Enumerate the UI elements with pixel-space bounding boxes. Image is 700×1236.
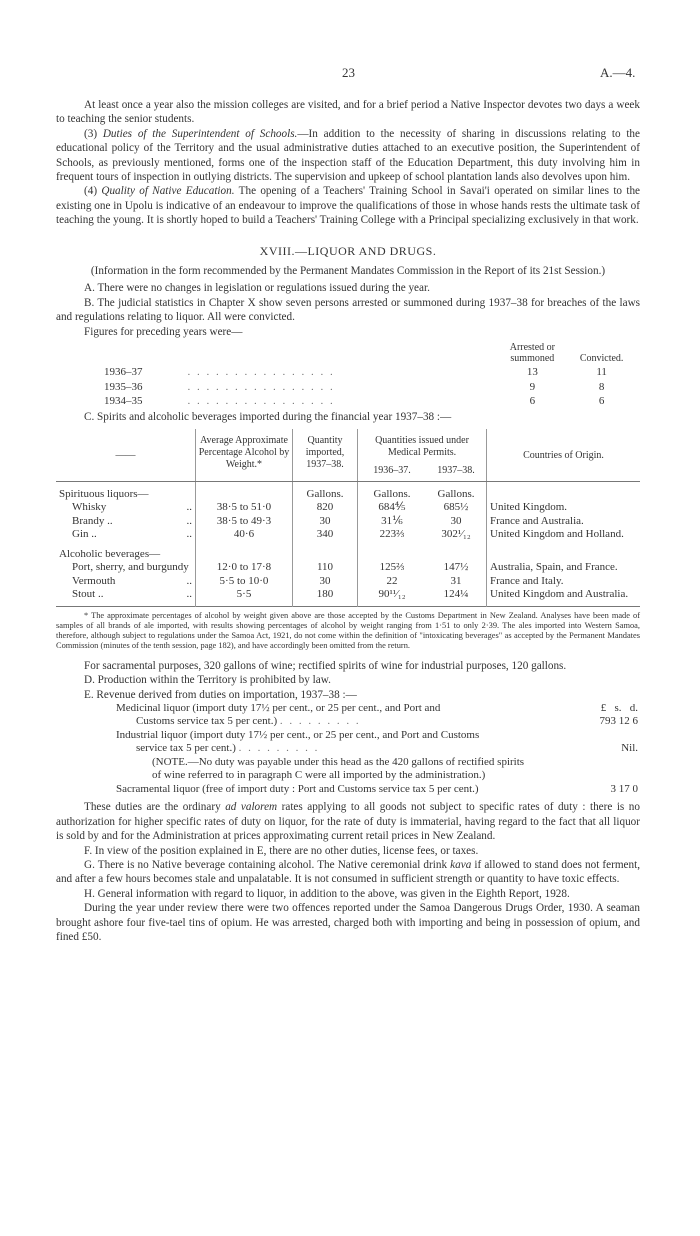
table-row: Gin .. .. 40·6 340 223⅔ 302¹⁄₁₂ United Kingdom and Holland. [56, 528, 640, 542]
table-header-row: 1936–37. 1937–38. [56, 459, 640, 482]
page-header [0, 66, 700, 82]
paragraph-g: G. There is no Native beverage containing alcohol. The Native ceremonial drink kava if allowed to stand does not ferment, and after a few hours becomes stale and unpalatable. It is not consumed in sufficient strength or quantity to have toxic effects. [56, 859, 641, 886]
paragraph-native-education: (4) Quality of Native Education. The opening of a Teachers' Training School in Savai'i operated on similar lines to the existing one in Upolu is indicative of an endeavour to improve the qualifications of those in whose hands rests the ultimate task of teaching the young. It is shortly hoped to build a Teachers' Training College with a Principal specializing exclusively in that work. [56, 185, 641, 227]
table-row: 1935–36 . . . . . . . . . . . . . . . . 9 8 [104, 380, 605, 393]
column-arrested: Arrested or summoned [509, 342, 555, 365]
document-reference: A.—4. [600, 65, 636, 80]
page-body [56, 98, 640, 945]
table-row: Industrial liquor (import duty 17½ per cent., or 25 per cent., and Port and Customs [116, 728, 480, 741]
paragraph-mission-colleges: At least once a year also the mission colleges are visited, and for a brief period a Native Inspector devotes two days a week to teaching the senior students. [56, 99, 640, 126]
column-convicted: Convicted. [579, 353, 624, 365]
paragraph-drugs: During the year under review there were two offences reported under the Samoa Dangerous Drugs Order, 1930. A seaman brought ashore four five-tael tins of opium. He was arrested, charged both with importing and being in possession of opium, and fined £50. [56, 902, 640, 944]
paragraph-superintendent: (3) Duties of the Superintendent of Schools.—In addition to the necessity of sharing in discussions relating to the educational policy of the Territory and the usual administrative duties attached to an executive position, the Superintendent of Schools, as previously mentioned, forms one of the inspection staff of the Education Department, this duty involving him in frequent tours of inspection in outlying districts. The supervision and upkeep of school plantation lands also devolves upon him. [56, 127, 640, 184]
table-row: 1934–35 . . . . . . . . . . . . . . . . 6 6 [104, 394, 605, 407]
paragraph-f: F. In view of the position explained in E, there are no other duties, license fees, or taxes. [84, 844, 479, 857]
table-header-row: —— Average Approximate Percentage Alcohol by Weight.* Quantity imported, 1937–38. Quantities issued under Medical Permits. Countries of Origin. [56, 429, 640, 459]
paragraph-h: H. General information with regard to liquor, in addition to the above, was given in the Eighth Report, 1928. [84, 887, 570, 900]
paragraph-b: B. The judicial statistics in Chapter X show seven persons arrested or summoned during 1937–38 for breaches of the laws and regulations relating to liquor. All were convicted. [56, 296, 640, 324]
table-row: 1936–37 . . . . . . . . . . . . . . . . 13 11 [104, 366, 607, 379]
paragraph-a: A. There were no changes in legislation or regulations issued during the year. [84, 282, 430, 295]
table-row: Whisky .. 38·5 to 51·0 820 684⅘ 685½ United Kingdom. [56, 501, 640, 515]
table-row: service tax 5 per cent.) . . . . . . . . . Nil. [136, 742, 638, 755]
table-row: Port, sherry, and burgundy 12·0 to 17·8 110 125⅔ 147½ Australia, Spain, and France. [56, 561, 640, 575]
table-footnote: * The approximate percentages of alcohol by weight given above are those accepted by the Customs Department in New Zealand. Analyses have been made of samples of all brands of ale imported, with results showing percentages of alcohol by weight ranging from 1·51 to only 2·39. The ales imported into Western Samoa, therefore, although subject to regulations under the Samoa Act, 1921, do not come within the definition of "intoxicating beverages" as accepted by the Permanent Mandates Commission (minutes of the tenth session, page 182), and have accordingly been omitted from the return. [56, 610, 640, 650]
table-row: (NOTE.—No duty was payable under this head as the 420 gallons of rectified spirits of wine referred to in paragraph C were all imported by the administration.) [152, 755, 525, 782]
table-row: Sacramental liquor (free of import duty : Port and Customs service tax 5 per cent.) 3 17 0 [116, 782, 638, 795]
table-row: Spirituous liquors— Gallons. Gallons. Gallons. [56, 481, 640, 501]
arrests-table [104, 341, 640, 408]
paragraph-d: D. Production within the Territory is prohibited by law. [84, 674, 331, 687]
section-subheading: (Information in the form recommended by the Permanent Mandates Commission in the Report of its 21st Session.) [90, 265, 606, 278]
table-row: Vermouth .. 5·5 to 10·0 30 22 31 France and Italy. [56, 575, 640, 589]
paragraph-e: E. Revenue derived from duties on importation, 1937–38 :— [84, 688, 357, 701]
table-row: Medicinal liquor (import duty 17½ per cent., or 25 per cent., and Port and £ s. d. [116, 701, 638, 714]
table-row: Alcoholic beverages— [56, 542, 640, 562]
table-row: Stout .. .. 5·5 180 90¹¹⁄₁₂ 124¼ United Kingdom and Australia. [56, 588, 640, 606]
figures-intro: Figures for preceding years were— [84, 325, 243, 338]
paragraph-ad-valorem: These duties are the ordinary ad valorem rates applying to all goods not subject to specific rates of duty : there is no authorization for higher specific rates of duty on liquor, for the rate of duty is immaterial, having regard to the fact that all liquor is sold by and for the Administration at prices approximating current retail prices in New Zealand. [56, 801, 640, 843]
table-row: Customs service tax 5 per cent.) . . . . . . . . . 793 12 6 [136, 715, 638, 728]
imports-table [56, 429, 640, 607]
page-number: 23 [342, 65, 355, 80]
paragraph-c: C. Spirits and alcoholic beverages imported during the financial year 1937–38 :— [84, 411, 452, 424]
table-header-row [104, 341, 640, 365]
section-heading: XVIII.—LIQUOR AND DRUGS. [259, 243, 437, 258]
table-row: Brandy .. .. 38·5 to 49·3 30 31⅙ 30 France and Australia. [56, 515, 640, 529]
paragraph-sacramental: For sacramental purposes, 320 gallons of wine; rectified spirits of wine for industrial purposes, 120 gallons. [84, 659, 567, 672]
revenue-table [56, 702, 640, 797]
